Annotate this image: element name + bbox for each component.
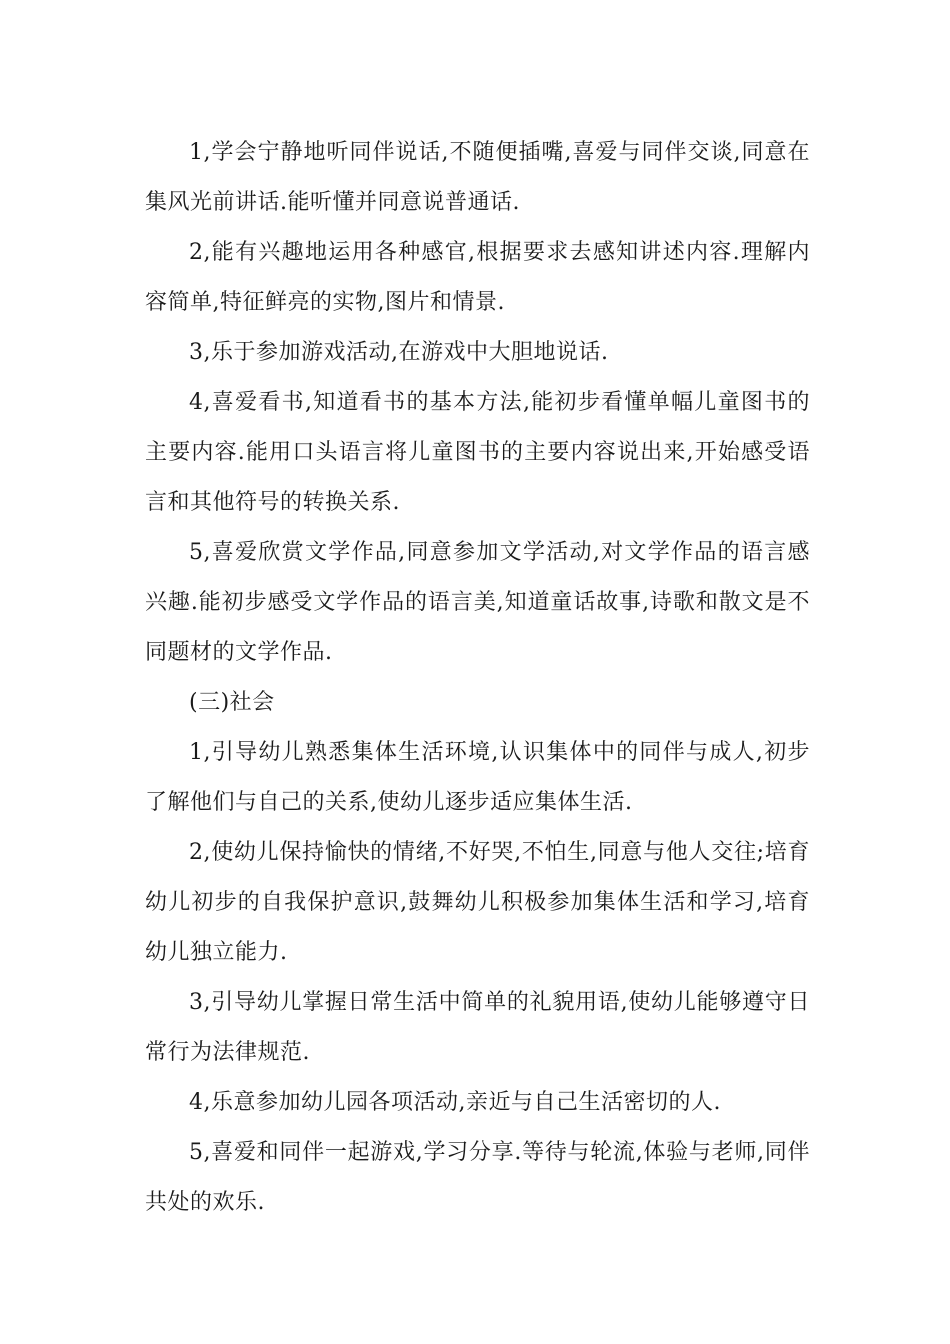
language-item-4: 4,喜爱看书,知道看书的基本方法,能初步看懂单幅儿童图书的主要内容.能用口头语言将儿童图书的主要内容说出来,开始感受语言和其他符号的转换关系. [145,390,810,515]
social-item-4: 4,乐意参加幼儿园各项活动,亲近与自己生活密切的人. [189,1090,721,1115]
social-item-5: 5,喜爱和同伴一起游戏,学习分享.等待与轮流,体验与老师,同伴共处的欢乐. [145,1140,810,1215]
social-item-2: 2,使幼儿保持愉快的情绪,不好哭,不怕生,同意与他人交往;培育幼儿初步的自我保护意识,鼓舞幼儿积极参加集体生活和学习,培育幼儿独立能力. [145,840,810,965]
section-heading-social: (三)社会 [189,690,275,715]
document-body [145,128,810,1228]
language-item-3: 3,乐于参加游戏活动,在游戏中大胆地说话. [189,340,609,365]
social-item-3: 3,引导幼儿掌握日常生活中简单的礼貌用语,使幼儿能够遵守日常行为法律规范. [145,990,810,1065]
language-item-2: 2,能有兴趣地运用各种感官,根据要求去感知讲述内容.理解内容简单,特征鲜亮的实物,图片和情景. [145,240,810,315]
language-item-1: 1,学会宁静地听同伴说话,不随便插嘴,喜爱与同伴交谈,同意在集风光前讲话.能听懂并同意说普通话. [145,140,810,215]
social-item-1: 1,引导幼儿熟悉集体生活环境,认识集体中的同伴与成人,初步了解他们与自己的关系,使幼儿逐步适应集体生活. [145,740,810,815]
language-item-5: 5,喜爱欣赏文学作品,同意参加文学活动,对文学作品的语言感兴趣.能初步感受文学作品的语言美,知道童话故事,诗歌和散文是不同题材的文学作品. [145,540,810,665]
